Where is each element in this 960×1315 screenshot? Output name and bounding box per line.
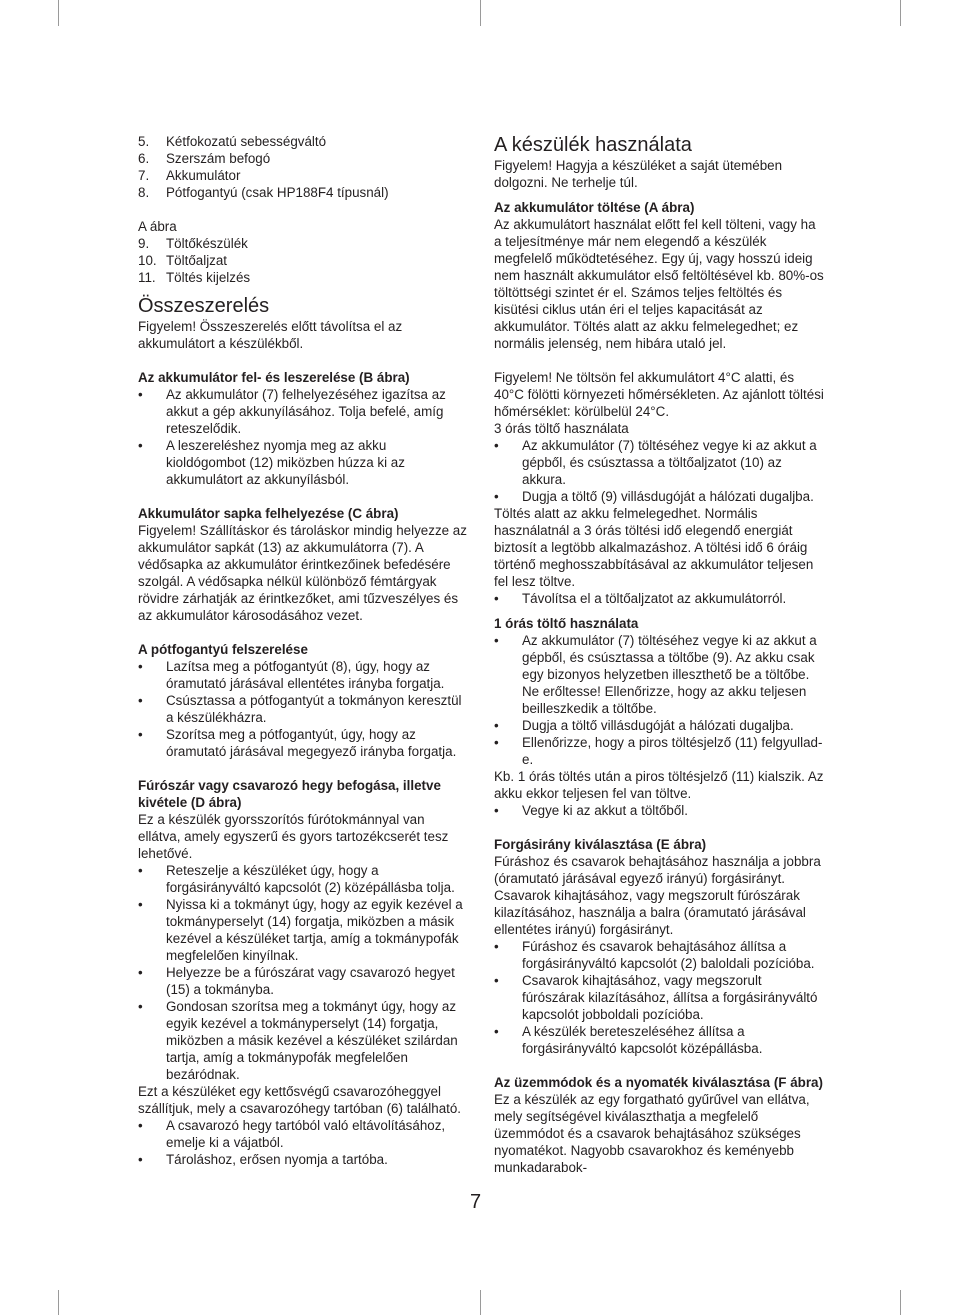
battery-bullets bbox=[138, 386, 468, 488]
drill-section-text: Ezt a készüléket egy kettősvégű csavarozóheggyel szállítjuk, mely a csavarozóhegy tartóban (6) található. bbox=[138, 1084, 462, 1116]
parts-list-2 bbox=[138, 235, 468, 286]
list-item: 7. Akkumulátor bbox=[138, 168, 241, 183]
list-item: 5. Kétfokozatú sebességváltó bbox=[138, 134, 327, 149]
one-hour-heading: 1 órás töltő használata bbox=[494, 616, 639, 631]
list-item: 9. Töltőkészülék bbox=[138, 236, 248, 251]
cap-section-heading: Akkumulátor sapka felhelyezése (C ábra) bbox=[138, 506, 399, 521]
drill-section-intro: Ez a készülék gyorsszorítós fúrótokmánnyal van ellátva, amely egyszerű és gyors tartozékcserét tesz lehetővé. bbox=[138, 812, 449, 861]
list-item: • Helyezze be a fúrószárat vagy csavarozó hegyet (15) a tokmányba. bbox=[138, 965, 455, 997]
crop-mark-top-left bbox=[58, 0, 59, 26]
modes-heading: Az üzemmódok és a nyomaték kiválasztása (F ábra) bbox=[494, 1075, 823, 1090]
direction-heading: Forgásirány kiválasztása (E ábra) bbox=[494, 837, 707, 852]
list-item: • Szorítsa meg a pótfogantyút, úgy, hogy az óramutató járásával megegyező irányba forgatja. bbox=[138, 727, 457, 759]
list-item: • Fúráshoz és csavarok behajtásához állítsa a forgásirányváltó kapcsolót (2) baloldali pozícióba. bbox=[494, 939, 815, 971]
assembly-warning: Figyelem! Összeszerelés előtt távolítsa el az akkumulátort a készülékből. bbox=[138, 319, 403, 351]
usage-heading: A készülék használata bbox=[494, 134, 692, 156]
one-hour-text: Kb. 1 órás töltés után a piros töltésjelző (11) kialszik. Az akku ekkor teljesen fel van töltve. bbox=[494, 769, 824, 801]
three-hour-bullets-2 bbox=[494, 590, 824, 607]
list-item: • Távolítsa el a töltőaljzatot az akkumulátorról. bbox=[494, 591, 787, 606]
charge-section-heading: Az akkumulátor töltése (A ábra) bbox=[494, 200, 695, 215]
temperature-warning: Figyelem! Ne töltsön fel akkumulátort 4°C alatti, és 40°C fölötti környezeti hőmérsékleten. Az ajánlott töltési hőmérséklet: körülbelül 24°C. bbox=[494, 370, 824, 419]
handle-bullets bbox=[138, 658, 468, 760]
right-column bbox=[494, 133, 824, 1176]
drill-section-heading: Fúrószár vagy csavarozó hegy befogása, illetve kivétele (D ábra) bbox=[138, 778, 441, 810]
crop-mark-bottom-center bbox=[480, 1290, 481, 1315]
direction-bullets bbox=[494, 938, 824, 1057]
list-item: • Dugja a töltő villásdugóját a hálózati dugaljba. bbox=[494, 718, 794, 733]
list-item: • Csavarok kihajtásához, vagy megszorult fúrószárak kilazításához, állítsa a forgásirányváltó kapcsolót jobboldali pozícióba. bbox=[494, 973, 818, 1022]
battery-section-heading: Az akkumulátor fel- és leszerelése (B ábra) bbox=[138, 370, 410, 385]
crop-mark-bottom-right bbox=[900, 1290, 901, 1315]
list-item: • Gondosan szorítsa meg a tokmányt úgy, hogy az egyik kezével a tokmányperselyt (14) forgatja, miközben a másik kezével a készüléket szilárdan tartja, amíg a tokmánypofák megfelelően bezáródnak. bbox=[138, 999, 458, 1082]
list-item: • Az akkumulátor (7) felhelyezéséhez igazítsa az akkut a gép akkunyílásához. Tolja befelé, amíg reteszelődik. bbox=[138, 387, 446, 436]
one-hour-bullets bbox=[494, 632, 824, 768]
list-item: • Nyissa ki a tokmányt úgy, hogy az egyik kezével a tokmányperselyt (14) forgatja, miközben a másik kezével a készüléket tartja, amíg a tokmánypofák megfelelően kinyílnak. bbox=[138, 897, 463, 963]
drill-bullets-2 bbox=[138, 1117, 468, 1168]
three-hour-label: 3 órás töltő használata bbox=[494, 421, 629, 436]
list-item: • Reteszelje a készüléket úgy, hogy a forgásirányváltó kapcsolót (2) középállásba tolja. bbox=[138, 863, 455, 895]
list-item: • A csavarozó hegy tartóból való eltávolításához, emelje ki a vájatból. bbox=[138, 1118, 446, 1150]
list-item: • Lazítsa meg a pótfogantyút (8), úgy, hogy az óramutató járásával ellentétes irányba forgatja. bbox=[138, 659, 445, 691]
parts-list bbox=[138, 133, 468, 201]
handle-section-heading: A pótfogantyú felszerelése bbox=[138, 642, 308, 657]
direction-text: Fúráshoz és csavarok behajtásához használja a jobbra (óramutató járásával egyező irányú) forgásirányt. Csavarok kihajtásához, vagy megszorult fúrószárak kilazításához, használja a balra (óramutató járásával ellentétes irányú) forgásirányt. bbox=[494, 854, 821, 937]
drill-bullets bbox=[138, 862, 468, 1083]
crop-mark-top-center bbox=[480, 0, 481, 26]
list-item: • Csúsztassa a pótfogantyút a tokmányon keresztül a készülékházra. bbox=[138, 693, 462, 725]
three-hour-text: Töltés alatt az akku felmelegedhet. Normális használatnál a 3 órás töltési idő elegendő energiát biztosít a legtöbb alkalmazáshoz. A töltési idő 6 óráig történő meghosszabbításával az akkumulátor teljesen fel lesz töltve. bbox=[494, 506, 814, 589]
list-item: 11. Töltés kijelzés bbox=[138, 270, 251, 285]
crop-mark-bottom-left bbox=[58, 1290, 59, 1315]
assembly-heading: Összeszerelés bbox=[138, 295, 270, 317]
list-item: 8. Pótfogantyú (csak HP188F4 típusnál) bbox=[138, 185, 389, 200]
three-hour-bullets bbox=[494, 437, 824, 505]
modes-text: Ez a készülék az egy forgatható gyűrűvel van ellátva, mely segítségével kiválaszthatja a megfelelő üzemmódot és a csavarok behajtásához szükséges nyomatékot. Nagyobb csavarokhoz és keményebb munkadarabok- bbox=[494, 1092, 810, 1175]
one-hour-bullets-2 bbox=[494, 802, 824, 819]
page-number: 7 bbox=[470, 1191, 482, 1213]
list-item: • A leszereléshez nyomja meg az akku kioldógombot (12) miközben húzza ki az akkumulátort az akkunyílásból. bbox=[138, 438, 405, 487]
charge-section-text: Az akkumulátort használat előtt fel kell tölteni, vagy ha a teljesítménye már nem elegendő a készülék megfelelő működtetéséhez. Egy új, vagy hosszú ideig nem használt akkumulátor első feltöltésével kb. 80%-os töltöttségi szintet ér el. Számos teljes feltöltés és kisütési ciklus után éri el teljes kapacitását az akkumulátor. Töltés alatt az akku felmelegedhet; ez normális jelenség, nem hibára utaló jel. bbox=[494, 217, 824, 351]
list-item: • Dugja a töltő (9) villásdugóját a hálózati dugaljba. bbox=[494, 489, 814, 504]
crop-mark-top-right bbox=[900, 0, 901, 26]
list-item: • Az akkumulátor (7) töltéséhez vegye ki az akkut a gépből, és csúsztassa a töltőbe (9). Az akku csak egy bizonyos helyzetben illeszthető be a töltőbe. Ne erőltesse! Ellenőrizze, hogy az akku teljesen beilleszkedik a töltőbe. bbox=[494, 633, 817, 716]
left-column bbox=[138, 133, 468, 1168]
usage-warning: Figyelem! Hagyja a készüléket a saját ütemében dolgozni. Ne terhelje túl. bbox=[494, 158, 783, 190]
list-item: • A készülék bereteszeléséhez állítsa a forgásirányváltó kapcsolót középállásba. bbox=[494, 1024, 763, 1056]
list-item: • Ellenőrizze, hogy a piros töltésjelző (11) felgyullad-e. bbox=[494, 735, 823, 767]
list-item: 6. Szerszám befogó bbox=[138, 151, 271, 166]
figure-a-label: A ábra bbox=[138, 219, 177, 234]
list-item: • Az akkumulátor (7) töltéséhez vegye ki az akkut a gépből, és csúsztassa a töltőaljzatot (10) az akkura. bbox=[494, 438, 817, 487]
cap-section-text: Figyelem! Szállításkor és tároláskor mindig helyezze az akkumulátor sapkát (13) az akkumulátorra (7). A védősapka az akkumulátor érintkezőinek befedésére szolgál. A védősapka nélkül különböző fémtárgyak rövidre zárhatják az érintkezőket, ami tűzveszélyes és az akkumulátor károsodásához vezet. bbox=[138, 523, 467, 623]
list-item: • Tároláshoz, erősen nyomja a tartóba. bbox=[138, 1152, 388, 1167]
list-item: 10. Töltőaljzat bbox=[138, 253, 228, 268]
list-item: • Vegye ki az akkut a töltőből. bbox=[494, 803, 688, 818]
